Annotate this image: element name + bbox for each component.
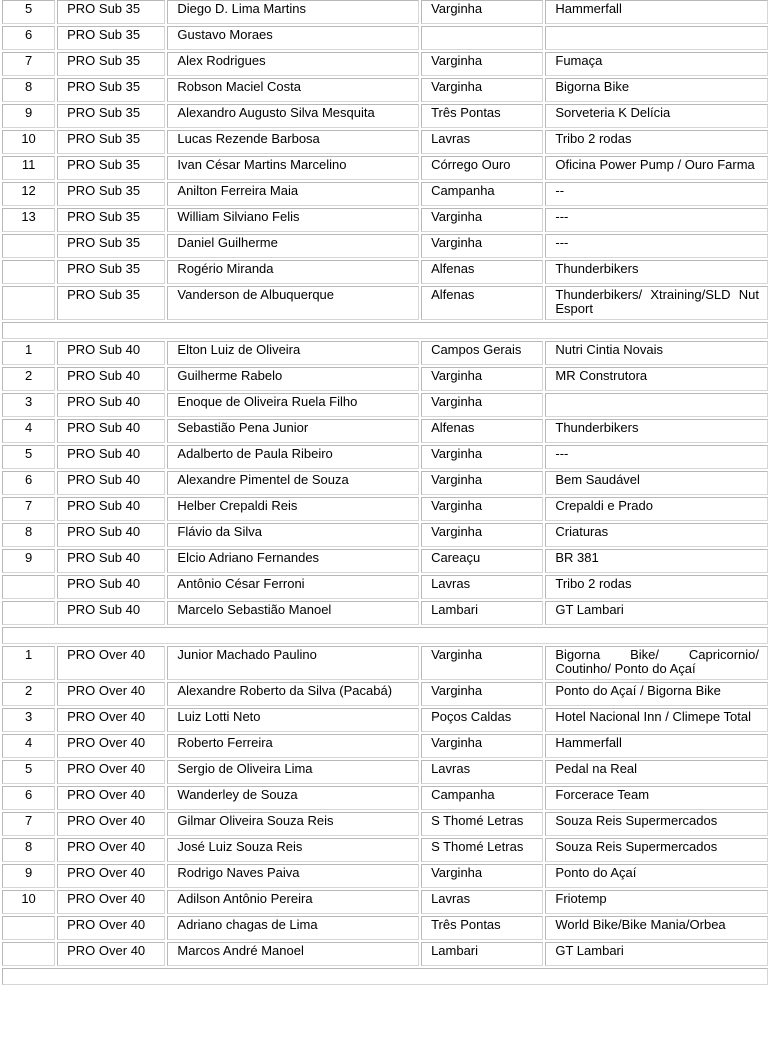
position-cell <box>2 575 55 599</box>
athlete-name-cell: Adilson Antônio Pereira <box>167 890 419 914</box>
city-cell <box>421 26 543 50</box>
city-cell: Varginha <box>421 646 543 680</box>
table-row <box>2 78 768 102</box>
section-spacer-row <box>2 627 768 644</box>
team-cell: Friotemp <box>545 890 768 914</box>
city-cell: S Thomé Letras <box>421 812 543 836</box>
athlete-name-cell: Gustavo Moraes <box>167 26 419 50</box>
position-cell: 13 <box>2 208 55 232</box>
city-cell: Varginha <box>421 734 543 758</box>
position-cell: 7 <box>2 497 55 521</box>
city-cell: Lavras <box>421 760 543 784</box>
table-row <box>2 234 768 258</box>
category-cell: PRO Sub 35 <box>57 182 165 206</box>
team-cell: Souza Reis Supermercados <box>545 812 768 836</box>
position-cell: 10 <box>2 130 55 154</box>
athlete-name-cell: Rogério Miranda <box>167 260 419 284</box>
position-cell <box>2 916 55 940</box>
team-cell: Criaturas <box>545 523 768 547</box>
city-cell: Campanha <box>421 786 543 810</box>
table-row <box>2 916 768 940</box>
table-row <box>2 208 768 232</box>
table-row <box>2 0 768 24</box>
city-cell: Alfenas <box>421 286 543 320</box>
city-cell: Varginha <box>421 393 543 417</box>
team-cell: Thunderbikers <box>545 260 768 284</box>
table-row <box>2 646 768 680</box>
athlete-name-cell: José Luiz Souza Reis <box>167 838 419 862</box>
athlete-name-cell: Sergio de Oliveira Lima <box>167 760 419 784</box>
table-row <box>2 812 768 836</box>
position-cell <box>2 260 55 284</box>
table-row <box>2 786 768 810</box>
position-cell <box>2 601 55 625</box>
category-cell: PRO Sub 40 <box>57 445 165 469</box>
athlete-name-cell: Alexandro Augusto Silva Mesquita <box>167 104 419 128</box>
category-cell: PRO Over 40 <box>57 864 165 888</box>
position-cell: 6 <box>2 471 55 495</box>
category-cell: PRO Sub 40 <box>57 575 165 599</box>
category-cell: PRO Sub 35 <box>57 260 165 284</box>
table-row <box>2 471 768 495</box>
team-cell: Thunderbikers/ Xtraining/SLD Nut Esport <box>545 286 768 320</box>
athlete-name-cell: Wanderley de Souza <box>167 786 419 810</box>
city-cell: Lavras <box>421 130 543 154</box>
results-body <box>2 0 768 985</box>
category-cell: PRO Sub 40 <box>57 367 165 391</box>
athlete-name-cell: Lucas Rezende Barbosa <box>167 130 419 154</box>
city-cell: Lavras <box>421 575 543 599</box>
position-cell: 5 <box>2 760 55 784</box>
athlete-name-cell: Sebastião Pena Junior <box>167 419 419 443</box>
position-cell: 9 <box>2 864 55 888</box>
category-cell: PRO Sub 40 <box>57 471 165 495</box>
team-cell: Fumaça <box>545 52 768 76</box>
table-row <box>2 760 768 784</box>
category-cell: PRO Sub 40 <box>57 601 165 625</box>
city-cell: Varginha <box>421 471 543 495</box>
athlete-name-cell: Helber Crepaldi Reis <box>167 497 419 521</box>
category-cell: PRO Over 40 <box>57 786 165 810</box>
athlete-name-cell: Ivan César Martins Marcelino <box>167 156 419 180</box>
athlete-name-cell: Marcos André Manoel <box>167 942 419 966</box>
team-cell: Souza Reis Supermercados <box>545 838 768 862</box>
position-cell: 3 <box>2 393 55 417</box>
category-cell: PRO Sub 35 <box>57 26 165 50</box>
position-cell <box>2 286 55 320</box>
team-cell: BR 381 <box>545 549 768 573</box>
city-cell: Córrego Ouro <box>421 156 543 180</box>
athlete-name-cell: Guilherme Rabelo <box>167 367 419 391</box>
category-cell: PRO Over 40 <box>57 708 165 732</box>
athlete-name-cell: Marcelo Sebastião Manoel <box>167 601 419 625</box>
category-cell: PRO Sub 40 <box>57 393 165 417</box>
table-row <box>2 682 768 706</box>
city-cell: S Thomé Letras <box>421 838 543 862</box>
team-cell: Hammerfall <box>545 734 768 758</box>
team-cell: Nutri Cintia Novais <box>545 341 768 365</box>
athlete-name-cell: Rodrigo Naves Paiva <box>167 864 419 888</box>
table-row <box>2 130 768 154</box>
position-cell: 6 <box>2 26 55 50</box>
position-cell: 4 <box>2 419 55 443</box>
table-row <box>2 445 768 469</box>
team-cell: --- <box>545 234 768 258</box>
category-cell: PRO Sub 35 <box>57 208 165 232</box>
city-cell: Varginha <box>421 445 543 469</box>
team-cell: GT Lambari <box>545 601 768 625</box>
city-cell: Varginha <box>421 523 543 547</box>
table-row <box>2 286 768 320</box>
team-cell: Tribo 2 rodas <box>545 575 768 599</box>
athlete-name-cell: Enoque de Oliveira Ruela Filho <box>167 393 419 417</box>
team-cell: Bigorna Bike <box>545 78 768 102</box>
position-cell: 1 <box>2 341 55 365</box>
team-cell <box>545 26 768 50</box>
category-cell: PRO Over 40 <box>57 916 165 940</box>
team-cell: Tribo 2 rodas <box>545 130 768 154</box>
team-cell: Hammerfall <box>545 0 768 24</box>
position-cell: 1 <box>2 646 55 680</box>
athlete-name-cell: Alexandre Pimentel de Souza <box>167 471 419 495</box>
position-cell: 7 <box>2 812 55 836</box>
category-cell: PRO Sub 35 <box>57 104 165 128</box>
position-cell: 5 <box>2 445 55 469</box>
athlete-name-cell: Diego D. Lima Martins <box>167 0 419 24</box>
position-cell: 5 <box>2 0 55 24</box>
table-row <box>2 182 768 206</box>
table-row <box>2 601 768 625</box>
table-row <box>2 52 768 76</box>
city-cell: Careaçu <box>421 549 543 573</box>
position-cell: 9 <box>2 104 55 128</box>
athlete-name-cell: Daniel Guilherme <box>167 234 419 258</box>
city-cell: Campos Gerais <box>421 341 543 365</box>
section-spacer-row <box>2 968 768 985</box>
team-cell: World Bike/Bike Mania/Orbea <box>545 916 768 940</box>
athlete-name-cell: Flávio da Silva <box>167 523 419 547</box>
city-cell: Varginha <box>421 367 543 391</box>
table-row <box>2 523 768 547</box>
table-row <box>2 104 768 128</box>
table-row <box>2 341 768 365</box>
city-cell: Lambari <box>421 601 543 625</box>
position-cell: 9 <box>2 549 55 573</box>
city-cell: Varginha <box>421 0 543 24</box>
category-cell: PRO Sub 35 <box>57 78 165 102</box>
athlete-name-cell: Alexandre Roberto da Silva (Pacabá) <box>167 682 419 706</box>
athlete-name-cell: Junior Machado Paulino <box>167 646 419 680</box>
city-cell: Varginha <box>421 497 543 521</box>
position-cell: 12 <box>2 182 55 206</box>
position-cell: 3 <box>2 708 55 732</box>
team-cell <box>545 393 768 417</box>
city-cell: Varginha <box>421 864 543 888</box>
category-cell: PRO Over 40 <box>57 682 165 706</box>
team-cell: GT Lambari <box>545 942 768 966</box>
team-cell: Sorveteria K Delícia <box>545 104 768 128</box>
athlete-name-cell: Roberto Ferreira <box>167 734 419 758</box>
city-cell: Poços Caldas <box>421 708 543 732</box>
team-cell: Bigorna Bike/ Capricornio/ Coutinho/ Ponto do Açaí <box>545 646 768 680</box>
team-cell: Thunderbikers <box>545 419 768 443</box>
athlete-name-cell: Gilmar Oliveira Souza Reis <box>167 812 419 836</box>
category-cell: PRO Over 40 <box>57 890 165 914</box>
table-row <box>2 942 768 966</box>
category-cell: PRO Sub 40 <box>57 523 165 547</box>
city-cell: Alfenas <box>421 419 543 443</box>
table-row <box>2 367 768 391</box>
team-cell: Hotel Nacional Inn / Climepe Total <box>545 708 768 732</box>
table-row <box>2 393 768 417</box>
position-cell: 10 <box>2 890 55 914</box>
team-cell: Bem Saudável <box>545 471 768 495</box>
athlete-name-cell: Antônio César Ferroni <box>167 575 419 599</box>
table-row <box>2 838 768 862</box>
team-cell: --- <box>545 445 768 469</box>
table-row <box>2 575 768 599</box>
position-cell: 2 <box>2 682 55 706</box>
spacer-cell <box>2 627 768 644</box>
table-row <box>2 734 768 758</box>
athlete-name-cell: Robson Maciel Costa <box>167 78 419 102</box>
athlete-name-cell: William Silviano Felis <box>167 208 419 232</box>
table-row <box>2 260 768 284</box>
city-cell: Varginha <box>421 208 543 232</box>
position-cell: 8 <box>2 523 55 547</box>
position-cell: 7 <box>2 52 55 76</box>
category-cell: PRO Sub 40 <box>57 419 165 443</box>
table-row <box>2 890 768 914</box>
team-cell: Oficina Power Pump / Ouro Farma <box>545 156 768 180</box>
category-cell: PRO Sub 40 <box>57 341 165 365</box>
category-cell: PRO Over 40 <box>57 942 165 966</box>
table-row <box>2 419 768 443</box>
position-cell: 11 <box>2 156 55 180</box>
category-cell: PRO Over 40 <box>57 760 165 784</box>
table-row <box>2 156 768 180</box>
team-cell: MR Construtora <box>545 367 768 391</box>
city-cell: Lavras <box>421 890 543 914</box>
athlete-name-cell: Luiz Lotti Neto <box>167 708 419 732</box>
category-cell: PRO Over 40 <box>57 838 165 862</box>
table-row <box>2 26 768 50</box>
city-cell: Varginha <box>421 52 543 76</box>
category-cell: PRO Over 40 <box>57 646 165 680</box>
position-cell: 8 <box>2 838 55 862</box>
position-cell: 6 <box>2 786 55 810</box>
athlete-name-cell: Elton Luiz de Oliveira <box>167 341 419 365</box>
city-cell: Varginha <box>421 682 543 706</box>
table-row <box>2 864 768 888</box>
spacer-cell <box>2 968 768 985</box>
category-cell: PRO Sub 35 <box>57 286 165 320</box>
team-cell: Pedal na Real <box>545 760 768 784</box>
athlete-name-cell: Elcio Adriano Fernandes <box>167 549 419 573</box>
category-cell: PRO Sub 35 <box>57 0 165 24</box>
city-cell: Varginha <box>421 78 543 102</box>
table-row <box>2 549 768 573</box>
category-cell: PRO Over 40 <box>57 812 165 836</box>
category-cell: PRO Sub 35 <box>57 52 165 76</box>
athlete-name-cell: Vanderson de Albuquerque <box>167 286 419 320</box>
position-cell <box>2 942 55 966</box>
team-cell: Crepaldi e Prado <box>545 497 768 521</box>
category-cell: PRO Sub 40 <box>57 549 165 573</box>
city-cell: Campanha <box>421 182 543 206</box>
team-cell: --- <box>545 208 768 232</box>
category-cell: PRO Sub 35 <box>57 130 165 154</box>
category-cell: PRO Sub 40 <box>57 497 165 521</box>
athlete-name-cell: Adriano chagas de Lima <box>167 916 419 940</box>
section-spacer-row <box>2 322 768 339</box>
athlete-name-cell: Anilton Ferreira Maia <box>167 182 419 206</box>
table-row <box>2 497 768 521</box>
category-cell: PRO Sub 35 <box>57 156 165 180</box>
position-cell: 4 <box>2 734 55 758</box>
team-cell: Forcerace Team <box>545 786 768 810</box>
city-cell: Três Pontas <box>421 104 543 128</box>
team-cell: Ponto do Açaí <box>545 864 768 888</box>
city-cell: Três Pontas <box>421 916 543 940</box>
city-cell: Alfenas <box>421 260 543 284</box>
athlete-name-cell: Alex Rodrigues <box>167 52 419 76</box>
team-cell: -- <box>545 182 768 206</box>
team-cell: Ponto do Açaí / Bigorna Bike <box>545 682 768 706</box>
city-cell: Varginha <box>421 234 543 258</box>
position-cell: 8 <box>2 78 55 102</box>
spacer-cell <box>2 322 768 339</box>
category-cell: PRO Sub 35 <box>57 234 165 258</box>
position-cell: 2 <box>2 367 55 391</box>
position-cell <box>2 234 55 258</box>
city-cell: Lambari <box>421 942 543 966</box>
table-row <box>2 708 768 732</box>
category-cell: PRO Over 40 <box>57 734 165 758</box>
athlete-name-cell: Adalberto de Paula Ribeiro <box>167 445 419 469</box>
